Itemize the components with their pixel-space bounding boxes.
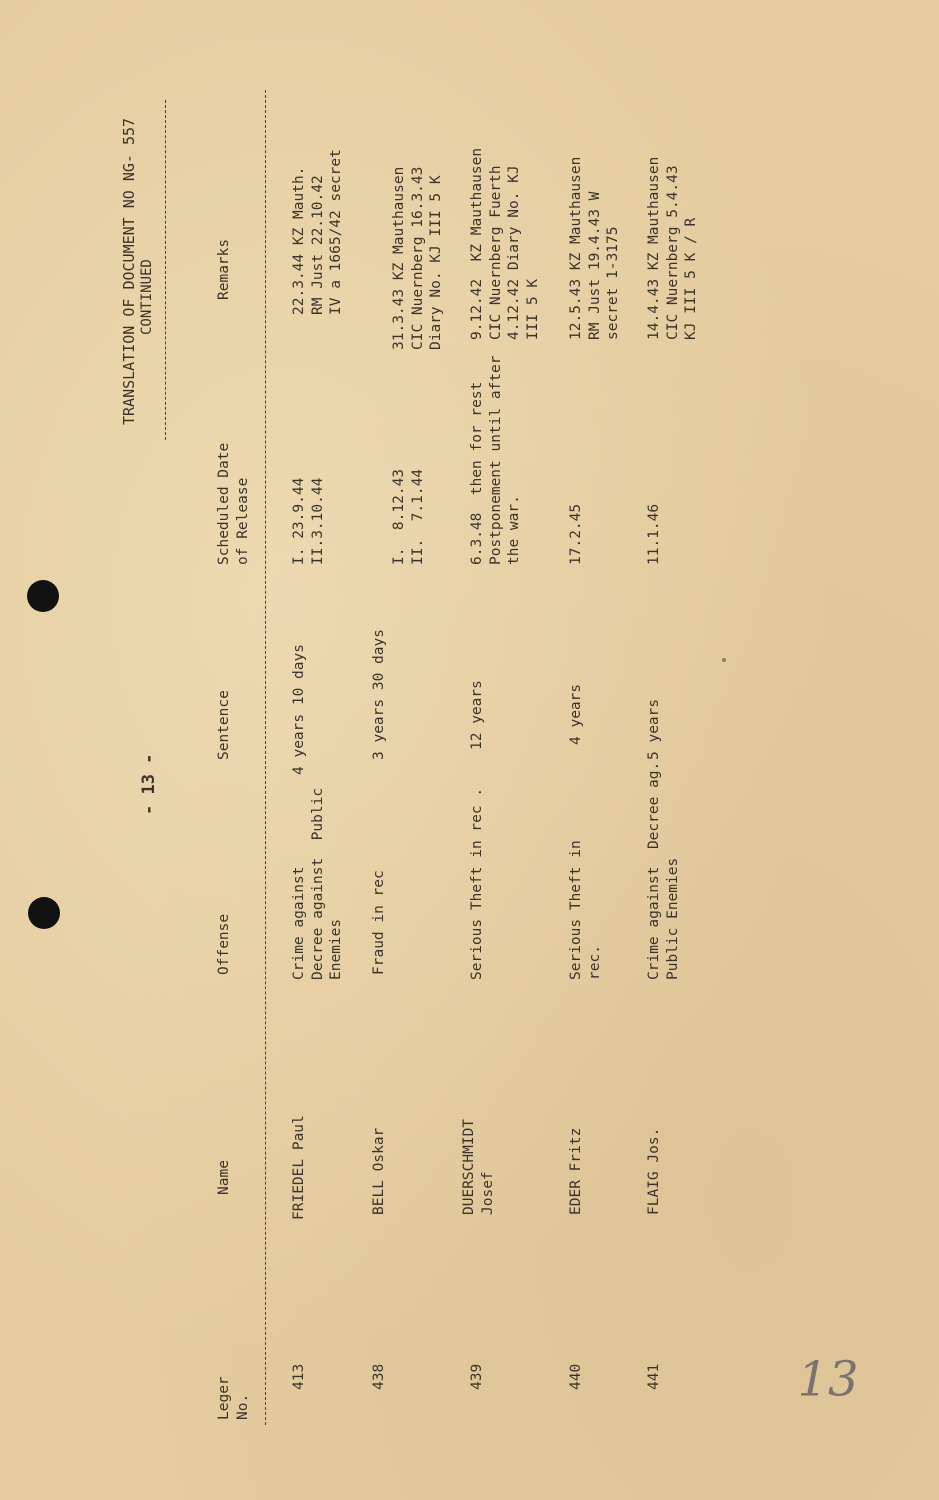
row-offense: Crime against Decree ag. Public Enemies [646,761,681,980]
row-offense: Crime against Decree against Public Enemies [291,787,344,980]
title-underline [165,100,166,440]
row-release: 17.2.45 [568,503,584,565]
row-name: EDER Fritz [568,1127,584,1215]
row-release: I. 8.12.43 II. 7.1.44 [391,468,426,565]
row-release: 11.1.46 [646,503,662,565]
row-name: BELL Oskar [371,1127,387,1215]
row-name: FLAIG Jos. [646,1127,662,1215]
header-sentence: Sentence [216,690,232,760]
row-remarks: 31.3.43 KZ Mauthausen CIC Nuernberg 16.3.43 Diary No. KJ III 5 K [391,166,444,350]
handwritten-page-mark: 13 [797,1351,859,1408]
page-number: - 13 - [139,753,159,815]
row-sentence: 3 years 30 days [371,629,387,760]
row-remarks: 9.12.42 KZ Mauthausen CIC Nuernberg Fuerth 4.12.42 Diary No. KJ III 5 K [469,147,541,340]
row-leger-no: 441 [646,1363,662,1390]
header-offense: Offense [216,913,232,975]
row-sentence: 4 years [568,683,584,745]
header-name: Name [216,1160,232,1195]
row-remarks: 12.5.43 KZ Mauthausen RM Just 19.4.43 W secret 1-3175 [568,156,621,340]
header-remarks: Remarks [216,238,232,300]
row-leger-no: 440 [568,1363,584,1390]
row-offense: Fraud in rec [371,870,387,975]
header-divider [265,90,266,1425]
document-title: TRANSLATION OF DOCUMENT NO NG- 557 [120,117,138,425]
row-remarks: 14.4.43 KZ Mauthausen CIC Nuernberg 5.4.43 KJ III 5 K / R [646,156,699,340]
header-leger-no: Leger No. [216,1376,251,1420]
row-leger-no: 413 [291,1363,307,1390]
row-name: FRIEDEL Paul [291,1115,307,1220]
row-offense: Serious Theft in rec. [568,840,603,980]
document-subtitle: CONTINUED [139,259,155,335]
row-name: DUERSCHMIDT Josef [461,1118,496,1215]
row-leger-no: 438 [371,1363,387,1390]
row-leger-no: 439 [469,1363,485,1390]
row-remarks: 22.3.44 KZ Mauth. RM Just 22.10.42 IV a 1665/42 secret [291,149,344,315]
row-sentence: 12 years [469,680,485,750]
row-sentence: 5 years [646,698,662,760]
row-offense: Serious Theft in rec . [469,787,485,980]
header-release: Scheduled Date of Release [216,442,251,565]
row-sentence: 4 years 10 days [291,644,307,775]
row-release: I. 23.9.44 II.3.10.44 [291,477,326,565]
row-release: 6.3.48 then for rest Postponement until after the war. [469,355,522,565]
